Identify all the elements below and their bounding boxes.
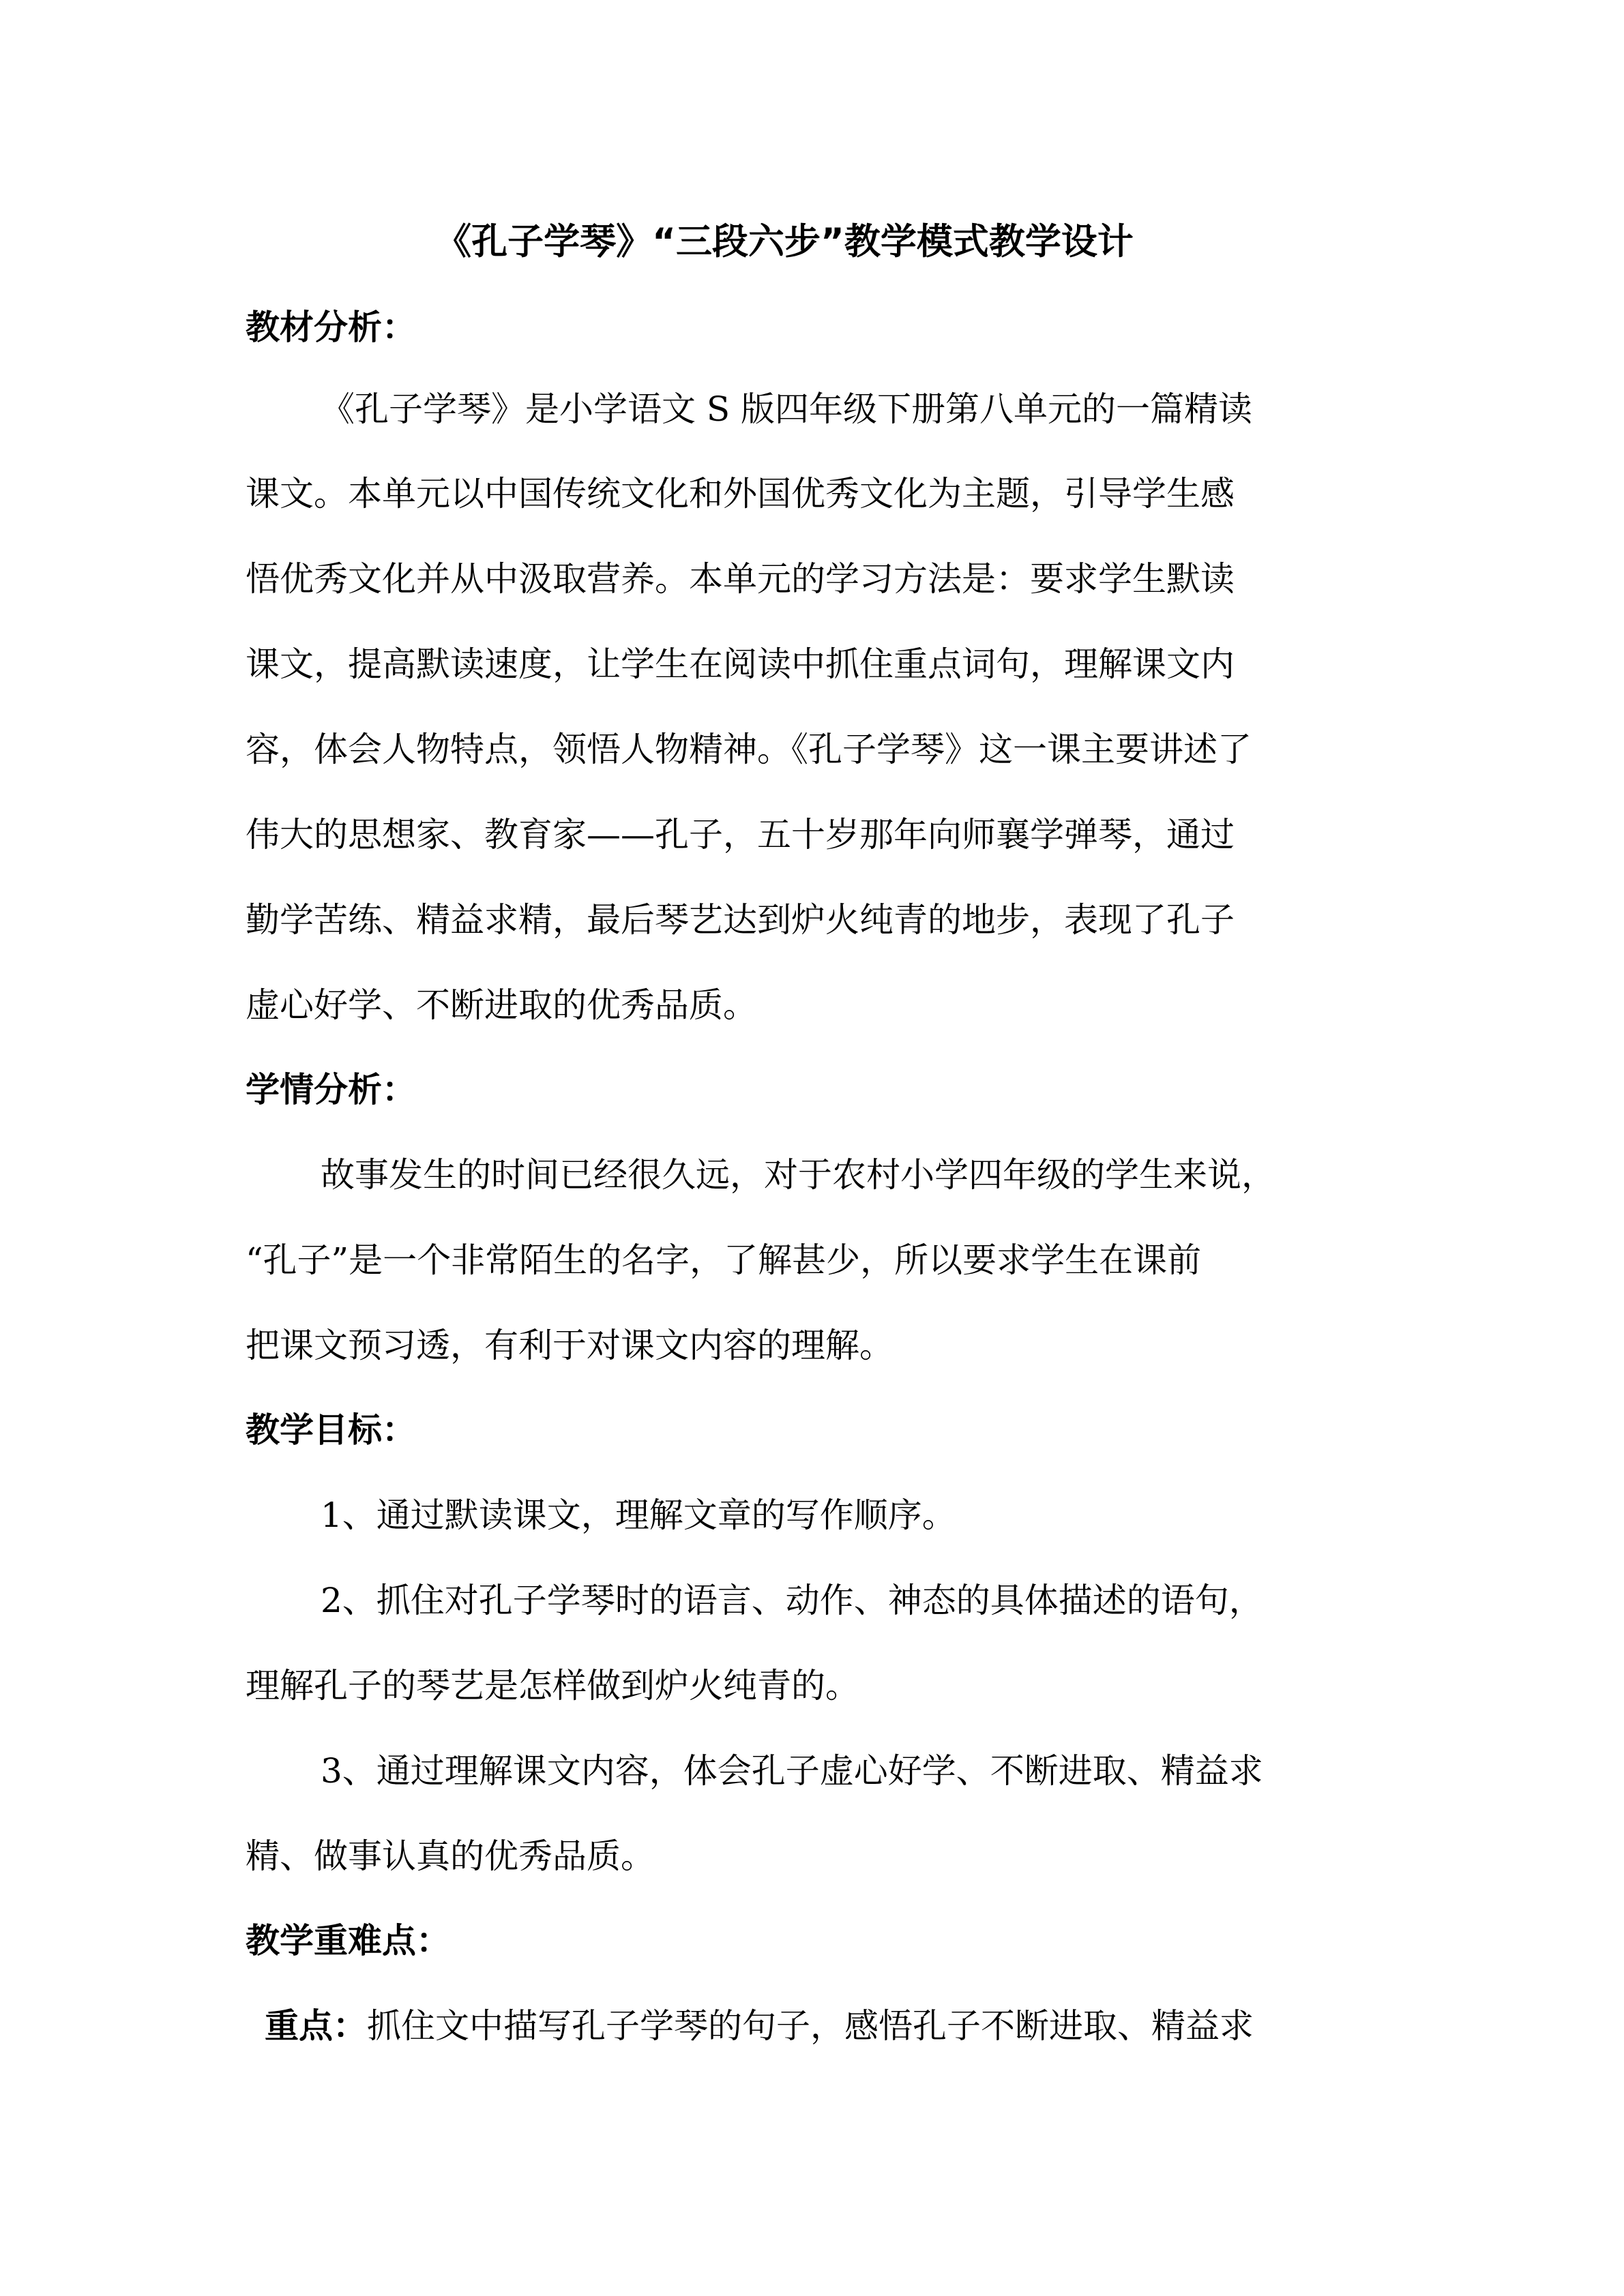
section-heading-material: 教材分析：: [246, 308, 416, 347]
paragraph-line: 虚心好学、不断进取的优秀品质。: [246, 985, 757, 1025]
document-title: 《孔子学琴》“三段六步”教学模式教学设计: [435, 221, 1134, 263]
paragraph-line: 容，体会人物特点，领悟人物精神。《孔子学琴》这一课主要讲述了: [246, 730, 1252, 769]
paragraph-line: 悟优秀文化并从中汲取营养。本单元的学习方法是：要求学生默读: [246, 559, 1235, 599]
paragraph-line: 课文，提高默读速度，让学生在阅读中抓住重点词句，理解课文内: [246, 644, 1235, 684]
goal-item-continued: 精、做事认真的优秀品质。: [246, 1836, 655, 1876]
goal-item: 3、通过理解课文内容，体会孔子虚心好学、不断进取、精益求: [321, 1751, 1263, 1791]
paragraph-line: 勤学苦练、精益求精，最后琴艺达到炉火纯青的地步，表现了孔子: [246, 900, 1235, 940]
section-heading-students: 学情分析：: [246, 1070, 416, 1109]
paragraph-line: 《孔子学琴》是小学语文 S 版四年级下册第八单元的一篇精读: [321, 389, 1253, 429]
paragraph-line: 故事发生的时间已经很久远，对于农村小学四年级的学生来说，: [321, 1155, 1275, 1195]
section-heading-goals: 教学目标：: [246, 1410, 416, 1450]
goal-item: 1、通过默读课文，理解文章的写作顺序。: [321, 1495, 956, 1535]
paragraph-line: 课文。本单元以中国传统文化和外国优秀文化为主题，引导学生感: [246, 474, 1235, 513]
section-heading-key-points: 教学重难点：: [246, 1921, 450, 1960]
key-point-text: 抓住文中描写孔子学琴的句子，感悟孔子不断进取、精益求: [367, 2006, 1254, 2046]
paragraph-line: 伟大的思想家、教育家——孔子，五十岁那年向师襄学弹琴，通过: [246, 815, 1235, 854]
goal-item-continued: 理解孔子的琴艺是怎样做到炉火纯青的。: [246, 1666, 859, 1705]
goal-item: 2、抓住对孔子学琴时的语言、动作、神态的具体描述的语句，: [321, 1581, 1263, 1620]
key-point-label: 重点：: [265, 2006, 367, 2046]
paragraph-line: 把课文预习透，有利于对课文内容的理解。: [246, 1326, 894, 1365]
paragraph-line: “孔子”是一个非常陌生的名字，了解甚少，所以要求学生在课前: [246, 1240, 1202, 1280]
key-point-line: [265, 1999, 1254, 2053]
